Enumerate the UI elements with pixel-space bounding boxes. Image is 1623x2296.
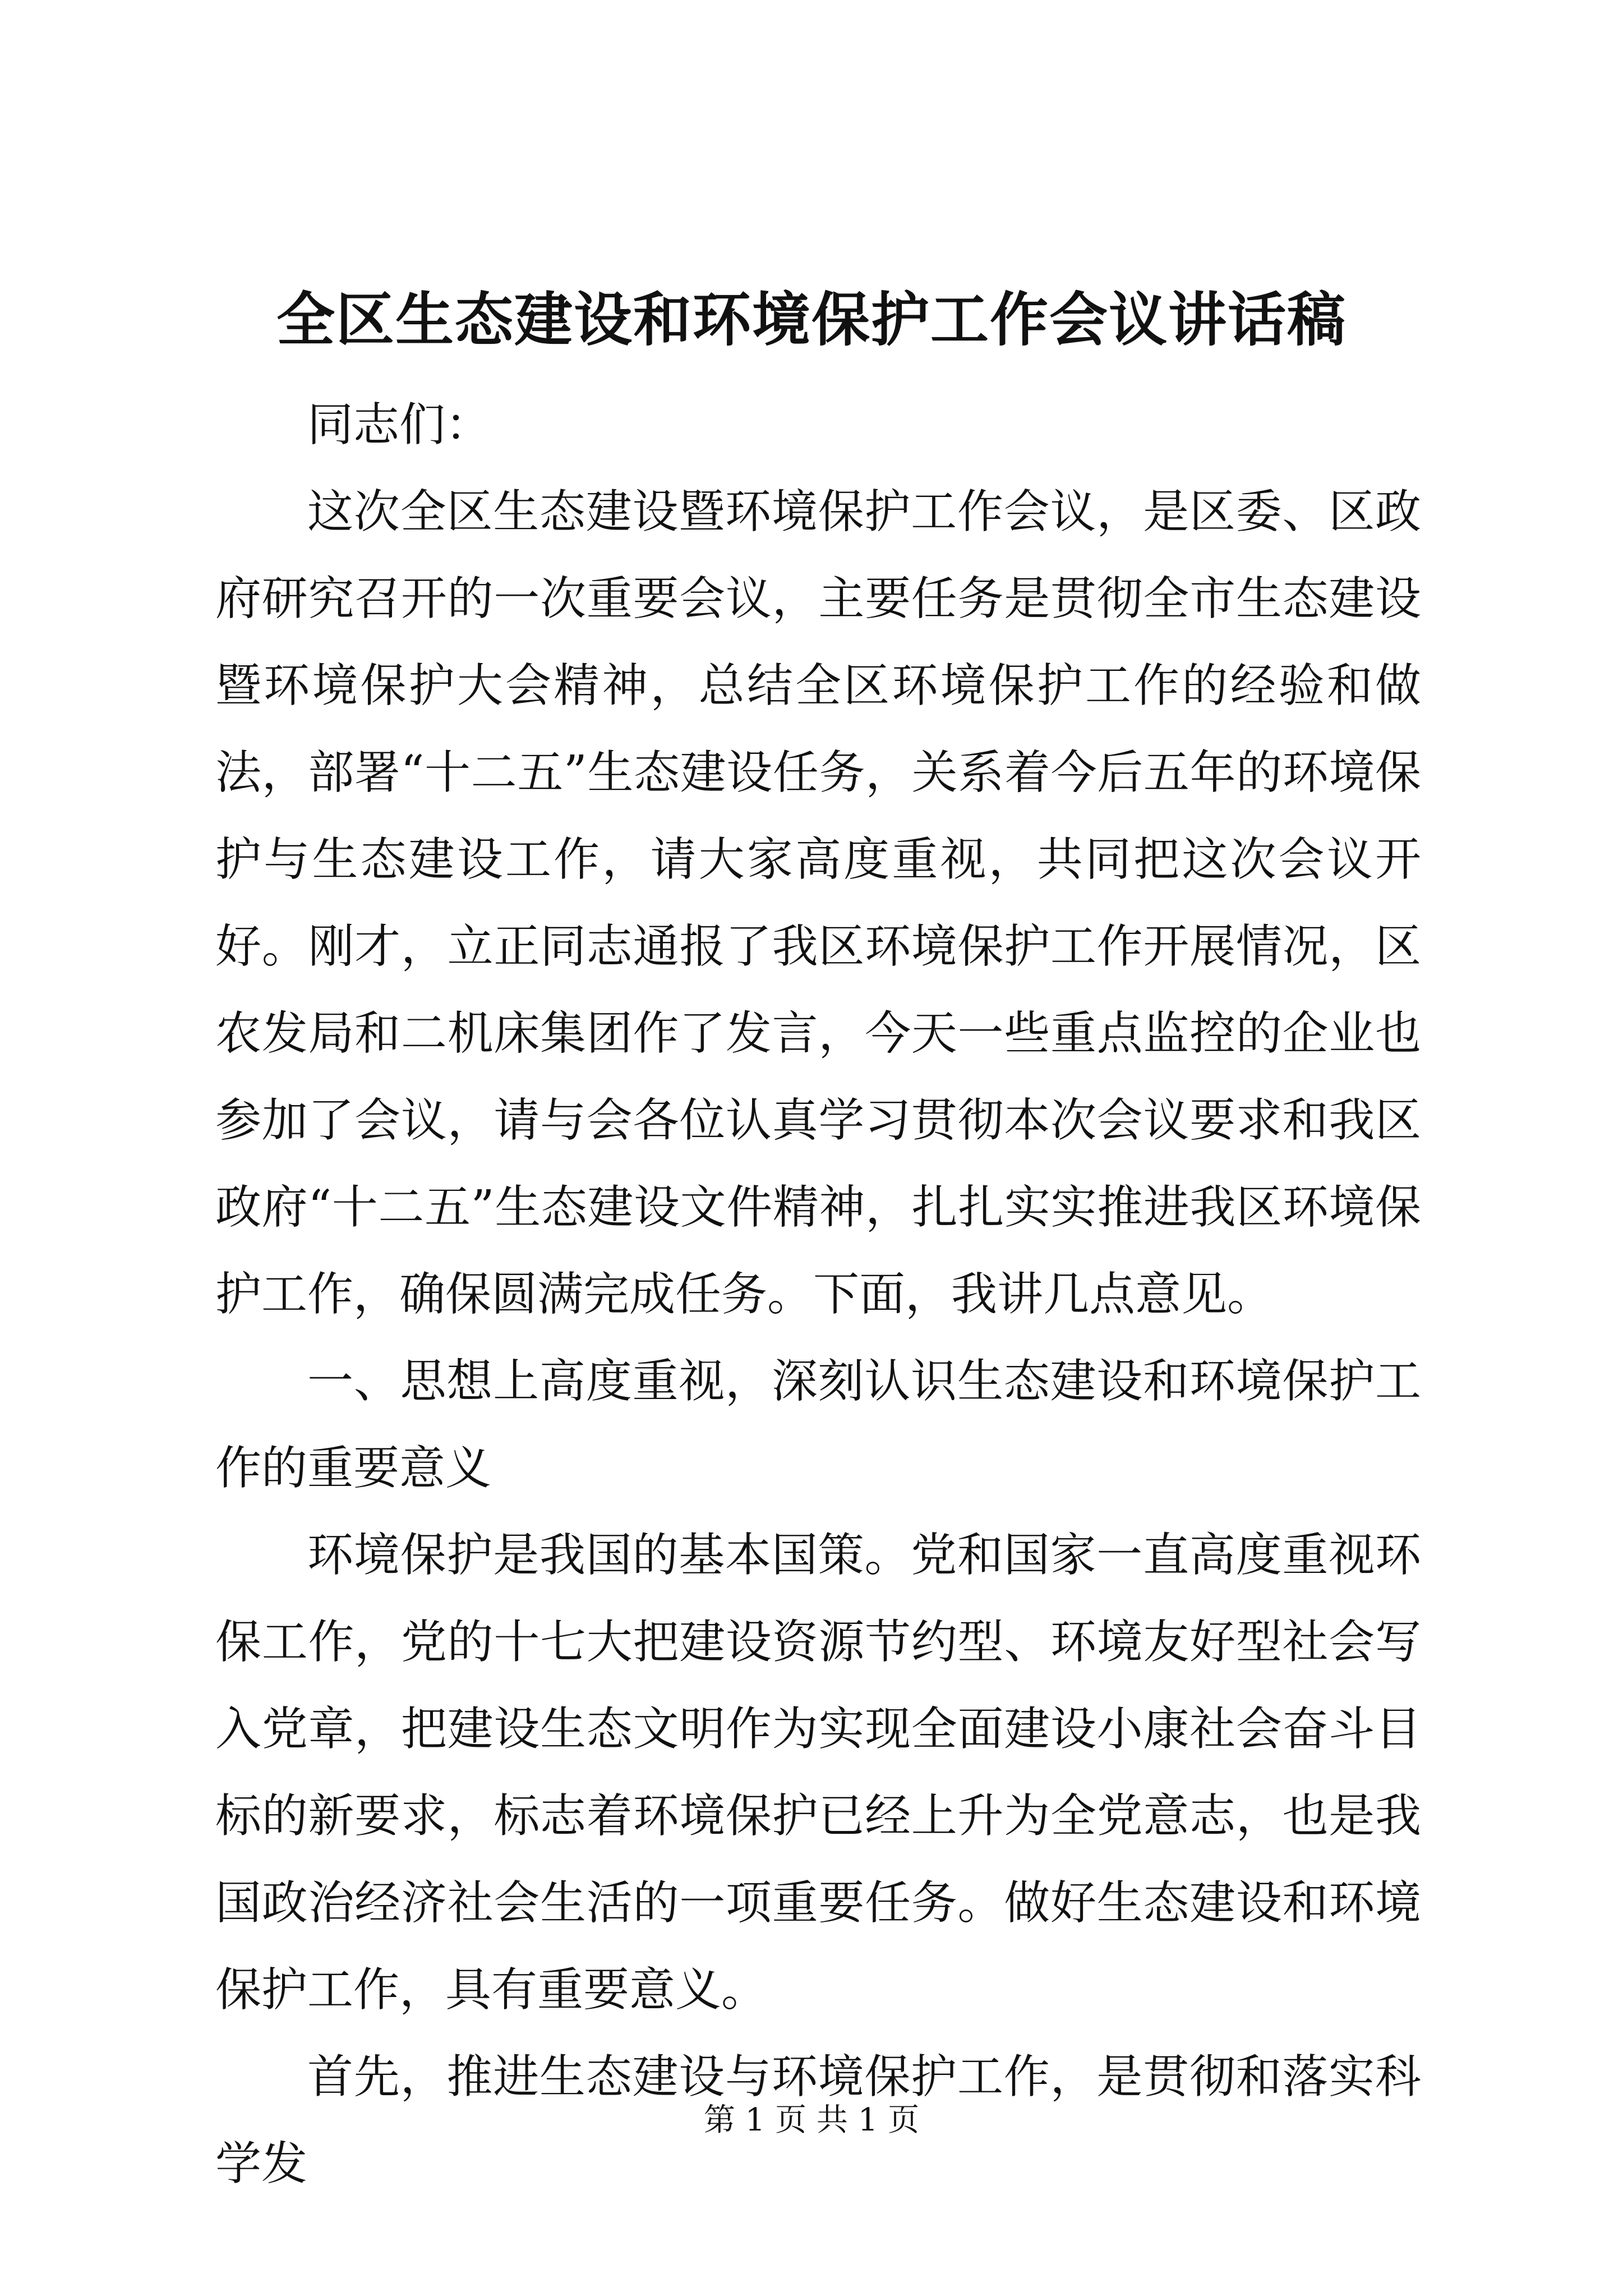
document-title: 全区生态建设和环境保护工作会议讲话稿 [276,285,1347,354]
document-body [215,381,1421,2207]
first-point-paragraph: 首先，推进生态建设与环境保护工作，是贯彻和落实科学发 [215,2050,1421,2191]
section-1-paragraph: 环境保护是我国的基本国策。党和国家一直高度重视环保工作，党的十七大把建设资源节约型、环境友好型社会写入党章，把建设生态文明作为实现全面建设小康社会奋斗目标的新要求，标志着环境保护已经上升为全党意志，也是我国政治经济社会生活的一项重要任务。做好生态建设和环境保护工作，具有重要意义。 [215,1529,1421,2017]
page-footer: 第 1 页 共 1 页 [703,2102,920,2138]
salutation-paragraph: 同志们： [307,398,492,452]
intro-paragraph: 这次全区生态建设暨环境保护工作会议，是区委、区政府研究召开的一次重要会议，主要任务是贯彻全市生态建设暨环境保护大会精神，总结全区环境保护工作的经验和做法，部署“十二五”生态建设任务，关系着今后五年的环境保护与生态建设工作，请大家高度重视，共同把这次会议开好。刚才，立正同志通报了我区环境保护工作开展情况，区农发局和二机床集团作了发言，今天一些重点监控的企业也参加了会议，请与会各位认真学习贯彻本次会议要求和我区政府“十二五”生态建设文件精神，扎扎实实推进我区环境保护工作，确保圆满完成任务。下面，我讲几点意见。 [215,485,1421,1321]
section-heading-1: 一、思想上高度重视，深刻认识生态建设和环境保护工作的重要意义 [215,1355,1421,1495]
